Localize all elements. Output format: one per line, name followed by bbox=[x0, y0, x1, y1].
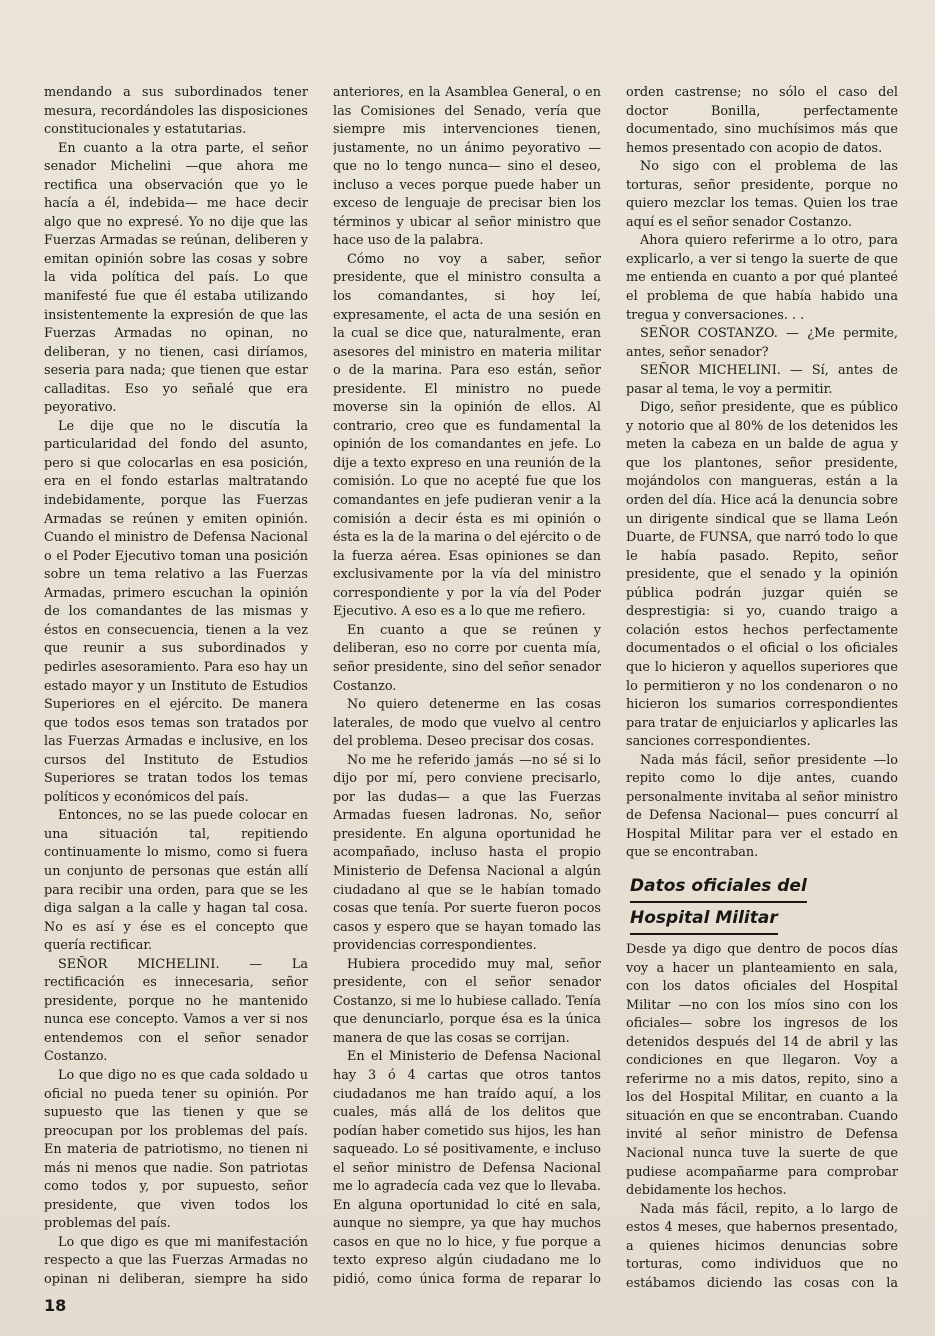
paragraph: No quiero detenerme en las cosas laterales, de modo que vuelvo al centro del problema. Deseo precisar dos cosas. bbox=[333, 697, 601, 750]
paragraph: Le dije que no le discutía la particularidad del fondo del asunto, pero si que colocarlas en esa posición, era en el fondo estarlas maltratando indebidamente, porque las Fuerzas Armadas se reúnen y emiten opinión. Cuando el ministro de Defensa Nacional o el Poder Ejecutivo toman una posición sobre un tema relativo a las Fuerzas Armadas, primero escuchan la opinión de los comandantes de las mismas y éstos en consecuencia, tienen a la vez que reunir a sus subordinados y pedirles asesoramiento. Para eso hay un estado mayor y un Instituto de Estudios Superiores en el ejército. De manera que todos esos temas son tratados por las Fuerzas Armadas e inclusive, en los cursos del Instituto de Estudios Superiores se tratan todos los temas políticos y económicos del país. bbox=[44, 418, 308, 805]
paragraph: En el Ministerio de Defensa Nacional hay 3 ó 4 cartas que otros tantos ciudadanos me han traído aquí, a los cuales, más allá de los delitos que podían haber cometido sus hijos, les han saqueado. Lo sé positivamente, e incluso el señor ministro de Defensa Nacional me lo agradecía cada vez que lo llevaba. En alguna oportunidad lo cité en sala, aunque no siempre, ya que hay muchos casos en que no lo hice, y fue porque a texto expreso algún ciudadano me lo pidió, como única forma de reparar lo bbox=[333, 1049, 601, 1287]
speaker-paragraph: SEÑOR MICHELINI. — La rectificación es innecesaria, señor presidente, porque no he mantenido nunca ese concepto. Vamos a ver si nos entendemos con el señor senador Costanzo. bbox=[44, 956, 308, 1065]
paragraph: Lo que digo es que mi manifestación respecto a que las Fuerzas Armadas no opinan ni deliberan, siempre ha sido bbox=[44, 1234, 308, 1287]
paragraph: En cuanto a la otra parte, el señor senador Michelini —que ahora me rectifica una observación que yo le hacía a él, indebida— me hace decir algo que no expresé. Yo no dije que las Fuerzas Armadas se reúnan, deliberen y emitan opinión sobre las cosas y sobre la vida política del país. Lo que manifesté fue que él estaba utilizando insistentemente la expresión de que las Fuerzas Armadas no opinan, no deliberan, y no tienen, casi diríamos, seseria para nada; que tienen que estar calladitas. Eso yo señalé que era peyorativo. bbox=[44, 140, 308, 416]
paragraph: Ahora quiero referirme a lo otro, para explicarlo, a ver si tengo la suerte de que me entienda en cuanto a por qué planteé el problema de que había habido una tregua y conversaciones. . . bbox=[626, 233, 898, 323]
paragraph: Digo, señor presidente, que es público y notorio que al 80% de los detenidos les meten la cabeza en un balde de agua y que los plantones, señor presidente, mojándolos con mangueras, están a la orden del día. Hice acá la denuncia sobre un dirigente sindical que se llama León Duarte, de FUNSA, que narró todo lo que le había pasado. Repito, señor presidente, que el senado y la opinión pública podrán juzgar quién se desprestigia: si yo, cuando traigo a colación estos hechos perfectamente documentados o el oficial o los oficiales que lo hicieron y aquellos superiores que lo permitieron y no los condenaron o no hicieron los sumarios correspondientes para tratar de enjuiciarlos y aplicarles las sanciones correspondientes. bbox=[626, 400, 898, 750]
paragraph: Nada más fácil, señor presidente —lo repito como lo dije antes, cuando personalmente invitaba al señor ministro de Defensa Nacional— pues concurrí al Hospital Militar para ver el estado en que se encontraban. bbox=[626, 752, 898, 861]
paragraph: anteriores, en la Asamblea General, o en las Comisiones del Senado, vería que siempre mis intervenciones tienen, justamente, no un ánimo peyorativo —que no lo tengo nunca— sino el deseo, incluso a veces porque puede haber un exceso de lenguaje de precisar bien los términos y ubicar al señor ministro que hace uso de la palabra. bbox=[333, 85, 601, 249]
paragraph: Cómo no voy a saber, señor presidente, que el ministro consulta a los comandantes, si hoy leí, expresamente, el acta de una sesión en la cual se dice que, naturalmente, eran asesores del ministro en materia militar o de la marina. Para eso están, señor presidente. El ministro no puede moverse sin la opinión de ellos. Al contrario, creo que es fundamental la opinión de los comandantes en jefe. Lo dije a texto expreso en una reunión de la comisión. Lo que no acepté fue que los comandantes en jefe pudieran venir a la comisión a decir ésta es mi opinión o ésta es la de la marina o del ejército o de la fuerza aérea. Esas opiniones se dan exclusivamente por la vía del ministro correspondiente y por la vía del Poder Ejecutivo. A eso es a lo que me refiero. bbox=[333, 251, 601, 620]
text-column-left bbox=[44, 84, 308, 1292]
paragraph: En cuanto a que se reúnen y deliberan, eso no corre por cuenta mía, señor presidente, sino del señor senador Costanzo. bbox=[333, 622, 601, 694]
speaker-paragraph: SEÑOR COSTANZO. — ¿Me permite, antes, señor senador? bbox=[626, 326, 898, 360]
paragraph: No sigo con el problema de las torturas, señor presidente, porque no quiero mezclar los temas. Quien los trae aquí es el señor senador Costanzo. bbox=[626, 159, 898, 230]
paragraph: mendando a sus subordinados tener mesura, recordándoles las disposiciones constitucionales y estatutarias. bbox=[44, 85, 308, 138]
section-heading-line: Datos oficiales del bbox=[630, 871, 807, 903]
paragraph: Nada más fácil, repito, a lo largo de estos 4 meses, que habernos presentado, a quienes hicimos denuncias sobre torturas, como individuos que no estábamos diciendo las cosas con la bbox=[626, 1201, 898, 1291]
section-heading-line: Hospital Militar bbox=[630, 903, 778, 935]
section-heading bbox=[630, 871, 898, 935]
page-number: 18 bbox=[44, 1296, 67, 1315]
text-column-middle bbox=[333, 84, 601, 1292]
paragraph: No me he referido jamás —no sé si lo dijo por mí, pero conviene precisarlo, por las dudas— a que las Fuerzas Armadas fuesen ladronas. No, señor presidente. En alguna oportunidad he acompañado, incluso hasta el propio Ministerio de Defensa Nacional a algún ciudadano al que se le habían tomado cosas que tenía. Por suerte fueron pocos casos y espero que se hayan tomado las providencias correspondientes. bbox=[333, 752, 601, 954]
text-column-right bbox=[626, 84, 898, 1292]
speaker-paragraph: SEÑOR MICHELINI. — Sí, antes de pasar al tema, le voy a permitir. bbox=[626, 363, 898, 397]
paragraph: Desde ya digo que dentro de pocos días voy a hacer un planteamiento en sala, con los datos oficiales del Hospital Militar —no con los míos sino con los oficiales— sobre los ingresos de los detenidos después del 14 de abril y las condiciones en que llegaron. Voy a referirme no a mis datos, repito, sino a los del Hospital Militar, en cuanto a la situación en que se encontraban. Cuando invité al señor ministro de Defensa Nacional nunca tuve la suerte de que pudiese acompañarme para comprobar debidamente los hechos. bbox=[626, 941, 898, 1199]
paragraph: Lo que digo no es que cada soldado u oficial no pueda tener su opinión. Por supuesto que las tienen y que se preocupan por los problemas del país. En materia de patriotismo, no tienen ni más ni menos que nadie. Son patriotas como todos y, por supuesto, señor presidente, que viven todos los problemas del país. bbox=[44, 1067, 308, 1232]
paragraph: orden castrense; no sólo el caso del doctor Bonilla, perfectamente documentado, sino muchísimos más que hemos presentado con acopio de datos. bbox=[626, 85, 898, 156]
paragraph: Entonces, no se las puede colocar en una situación tal, repitiendo continuamente lo mismo, como si fuera un conjunto de personas que están allí para recibir una orden, para que se les diga salgan a la calle y hagan tal cosa. No es así y ése es el concepto que quería rectificar. bbox=[44, 808, 308, 954]
paragraph: Hubiera procedido muy mal, señor presidente, con el señor senador Costanzo, si me lo hubiese callado. Tenía que denunciarlo, porque ésa es la única manera de que las cosas se corrijan. bbox=[333, 956, 601, 1046]
